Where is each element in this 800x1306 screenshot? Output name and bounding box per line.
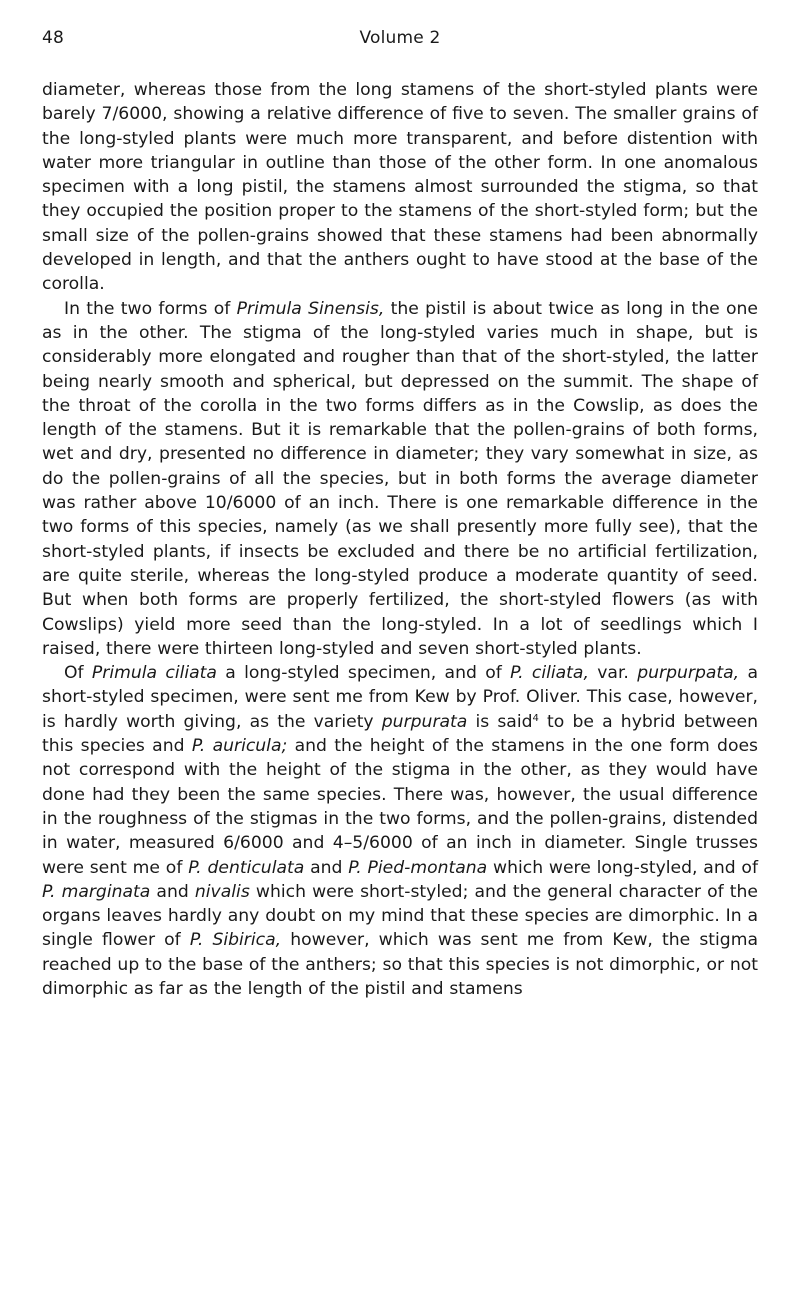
italic-term: P. ciliata, xyxy=(510,663,589,684)
paragraph-1 xyxy=(42,78,758,297)
italic-term: P. Pied-montana xyxy=(348,857,488,878)
italic-term: Primula Sinensis, xyxy=(236,298,385,319)
italic-term: purpurata xyxy=(381,711,468,732)
text-run: which were long-styled, and of xyxy=(487,857,758,878)
text-run: which were short-styled; and the general character of the organs leaves hardly any doubt on my mind that these species are dimorphic. In a single flower of xyxy=(42,881,758,951)
text-run: and xyxy=(304,857,349,878)
italic-term: nivalis xyxy=(194,881,250,902)
text-run: and the height of the stamens in the one form does not correspond with the height of the stigma in the other, as they would have done had they been the same species. There was, however, the usual difference in the roughness of the stigmas in the two forms, and the pollen-grains, distended in water, measured 6/6000 and 4–5/6000 of an inch in diameter. Single trusses were sent me of xyxy=(42,736,759,878)
text-run: Of xyxy=(64,663,92,684)
running-head: Volume 2 xyxy=(359,28,441,48)
text-run: the pistil is about twice as long in the one as in the other. The stigma of the long-styled varies much in shape, but is considerably more elongated and rougher than that of the short-styled, the latter being nearly smooth and spherical, but depressed on the summit. The shape of the throat of the corolla in the two forms differs as in the Cowslip, as does the length of the stamens. But it is remarkable that the pollen-grains of both forms, wet and dry, presented no difference in diameter; they vary somewhat in size, as do the pollen-grains of all the species, but in both forms the average diameter was rather above 10/6000 of an inch. There is one remarkable difference in the two forms of this species, namely (as we shall presently more fully see), that the short-styled plants, if insects be excluded and there be no artificial fertilization, are quite sterile, whereas the long-styled produce a moderate quantity of seed. But when both forms are properly fertilized, the short-styled flowers (as with Cowslips) yield more seed than the long-styled. In a lot of seedlings which I raised, there were thirteen long-styled and seven short-styled plants. xyxy=(42,298,758,659)
paragraph-3 xyxy=(42,661,758,1001)
text-run: var. xyxy=(588,663,638,684)
page-number: 48 xyxy=(42,28,65,48)
page-header xyxy=(42,28,758,54)
text-run: In the two forms of xyxy=(64,298,237,319)
italic-term: P. Sibirica, xyxy=(189,930,282,951)
italic-term: P. denticulata xyxy=(188,857,305,878)
italic-term: Primula ciliata xyxy=(91,663,217,684)
text-run: to be a hybrid between this species and xyxy=(42,711,759,757)
paragraph-2 xyxy=(42,297,758,661)
text-run: and xyxy=(150,881,195,902)
text-run: a long-styled specimen, and of xyxy=(216,663,511,684)
footnote-marker: 4 xyxy=(532,712,539,724)
text-run: a short-styled specimen, were sent me from Kew by Prof. Oliver. This case, however, is hardly worth giving, as the variety xyxy=(42,663,758,732)
body-text xyxy=(42,78,758,1001)
text-run: however, which was sent me from Kew, the stigma reached up to the base of the anthers; so that this species is not dimorphic, or not dimorphic as far as the length of the pistil and stamens xyxy=(42,930,758,999)
italic-term: P. auricula; xyxy=(191,736,288,757)
italic-term: purpurpata, xyxy=(637,663,740,684)
text-run: is said xyxy=(467,711,533,732)
italic-term: P. marginata xyxy=(42,881,151,902)
text-run: diameter, whereas those from the long stamens of the short-styled plants were barely 7/6000, showing a relative difference of five to seven. The smaller grains of the long-styled plants were much more transparent, and before distention with water more triangular in outline than those of the other form. In one anomalous specimen with a long pistil, the stamens almost surrounded the stigma, so that they occupied the position proper to the stamens of the short-styled form; but the small size of the pollen-grains showed that these stamens had been abnormally developed in length, and that the anthers ought to have stood at the base of the corolla. xyxy=(42,80,758,295)
